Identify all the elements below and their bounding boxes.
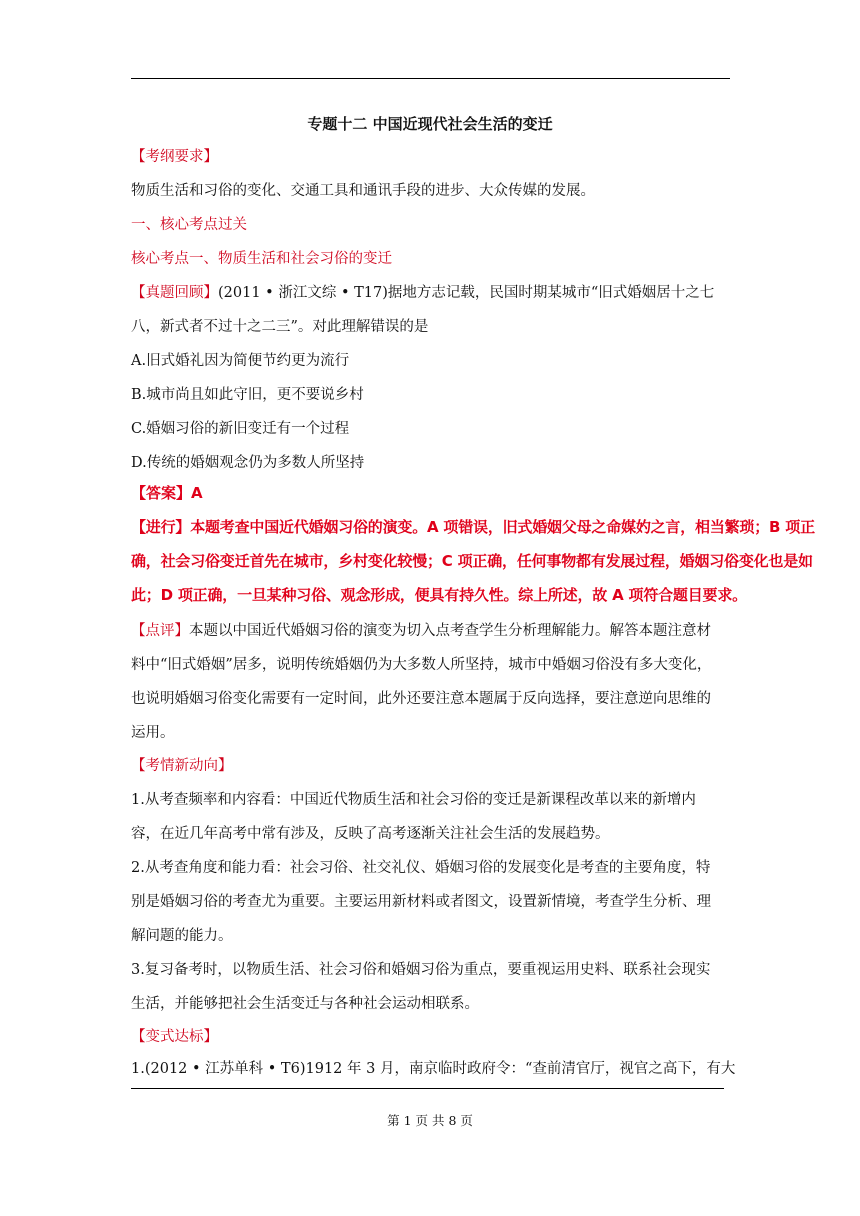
question-line-2: 八，新式者不过十之二三”。对此理解错误的是 — [131, 319, 429, 335]
analysis-line-2: 确，社会习俗变迁首先在城市，乡村变化较慢；C 项正确，任何事物都有发展过程，婚姻习俗变化也是如 — [131, 552, 813, 570]
syllabus-label: 【考纲要求】 — [131, 149, 218, 165]
trends-line-6: 3.复习备考时，以物质生活、社会习俗和婚姻习俗为重点，要重视运用史料、联系社会现实 — [131, 962, 711, 978]
comment-line-4: 运用。 — [131, 725, 175, 741]
section-heading: 一、核心考点过关 — [131, 217, 247, 233]
document-title: 专题十二 中国近现代社会生活的变迁 — [307, 115, 553, 133]
variant-label: 【变式达标】 — [131, 1029, 218, 1045]
answer-line: 【答案】A — [131, 484, 203, 502]
comment-text: 本题以中国近代婚姻习俗的演变为切入点考查学生分析理解能力。解答本题注意材 — [189, 623, 711, 639]
trends-line-4: 别是婚姻习俗的考查尤为重要。主要运用新材料或者图文，设置新情境，考查学生分析、理 — [131, 894, 711, 910]
footer-rule — [131, 1088, 724, 1089]
header-rule — [131, 78, 730, 79]
variant-line-1: 1.(2012 • 江苏单科 • T6)1912 年 3 月，南京临时政府令：“查前清官厅，视官之高下，有大 — [131, 1061, 736, 1077]
trends-line-1: 1.从考查频率和内容看：中国近代物质生活和社会习俗的变迁是新课程改革以来的新增内 — [131, 792, 696, 808]
trends-line-5: 解问题的能力。 — [131, 928, 233, 944]
option-d: D.传统的婚姻观念仍为多数人所坚持 — [131, 455, 365, 471]
comment-label: 【点评】 — [131, 623, 189, 639]
trends-line-2: 容，在近几年高考中常有涉及，反映了高考逐渐关注社会生活的发展趋势。 — [131, 826, 610, 842]
option-c: C.婚姻习俗的新旧变迁有一个过程 — [131, 421, 350, 437]
option-a: A.旧式婚礼因为简便节约更为流行 — [131, 353, 350, 369]
trends-line-3: 2.从考查角度和能力看：社会习俗、社交礼仪、婚姻习俗的发展变化是考查的主要角度，特 — [131, 860, 711, 876]
question-label: 【真题回顾】 — [131, 285, 218, 301]
syllabus-text: 物质生活和习俗的变化、交通工具和通讯手段的进步、大众传媒的发展。 — [131, 183, 595, 199]
subsection-heading: 核心考点一、物质生活和社会习俗的变迁 — [131, 251, 392, 267]
question-text: (2011 • 浙江文综 • T17)据地方志记载，民国时期某城市“旧式婚姻居十之七 — [218, 285, 715, 301]
comment-line-3: 也说明婚姻习俗变化需要有一定时间，此外还要注意本题属于反向选择，要注意逆向思维的 — [131, 691, 711, 707]
analysis-line-1: 【进行】本题考查中国近代婚姻习俗的演变。A 项错误，旧式婚姻父母之命媒妁之言，相当繁琐；B 项正 — [131, 518, 815, 536]
trends-label: 【考情新动向】 — [131, 758, 233, 774]
option-b: B.城市尚且如此守旧，更不要说乡村 — [131, 387, 364, 403]
analysis-line-3: 此；D 项正确，一旦某种习俗、观念形成，便具有持久性。综上所述，故 A 项符合题目要求。 — [131, 586, 747, 604]
comment-line-2: 料中“旧式婚姻”居多，说明传统婚姻仍为大多数人所坚持，城市中婚姻习俗没有多大变化， — [131, 657, 712, 673]
question-line-1 — [131, 284, 714, 302]
page-footer: 第 1 页 共 8 页 — [387, 1113, 473, 1128]
comment-line-1 — [131, 622, 711, 640]
trends-line-7: 生活，并能够把社会生活变迁与各种社会运动相联系。 — [131, 996, 479, 1012]
